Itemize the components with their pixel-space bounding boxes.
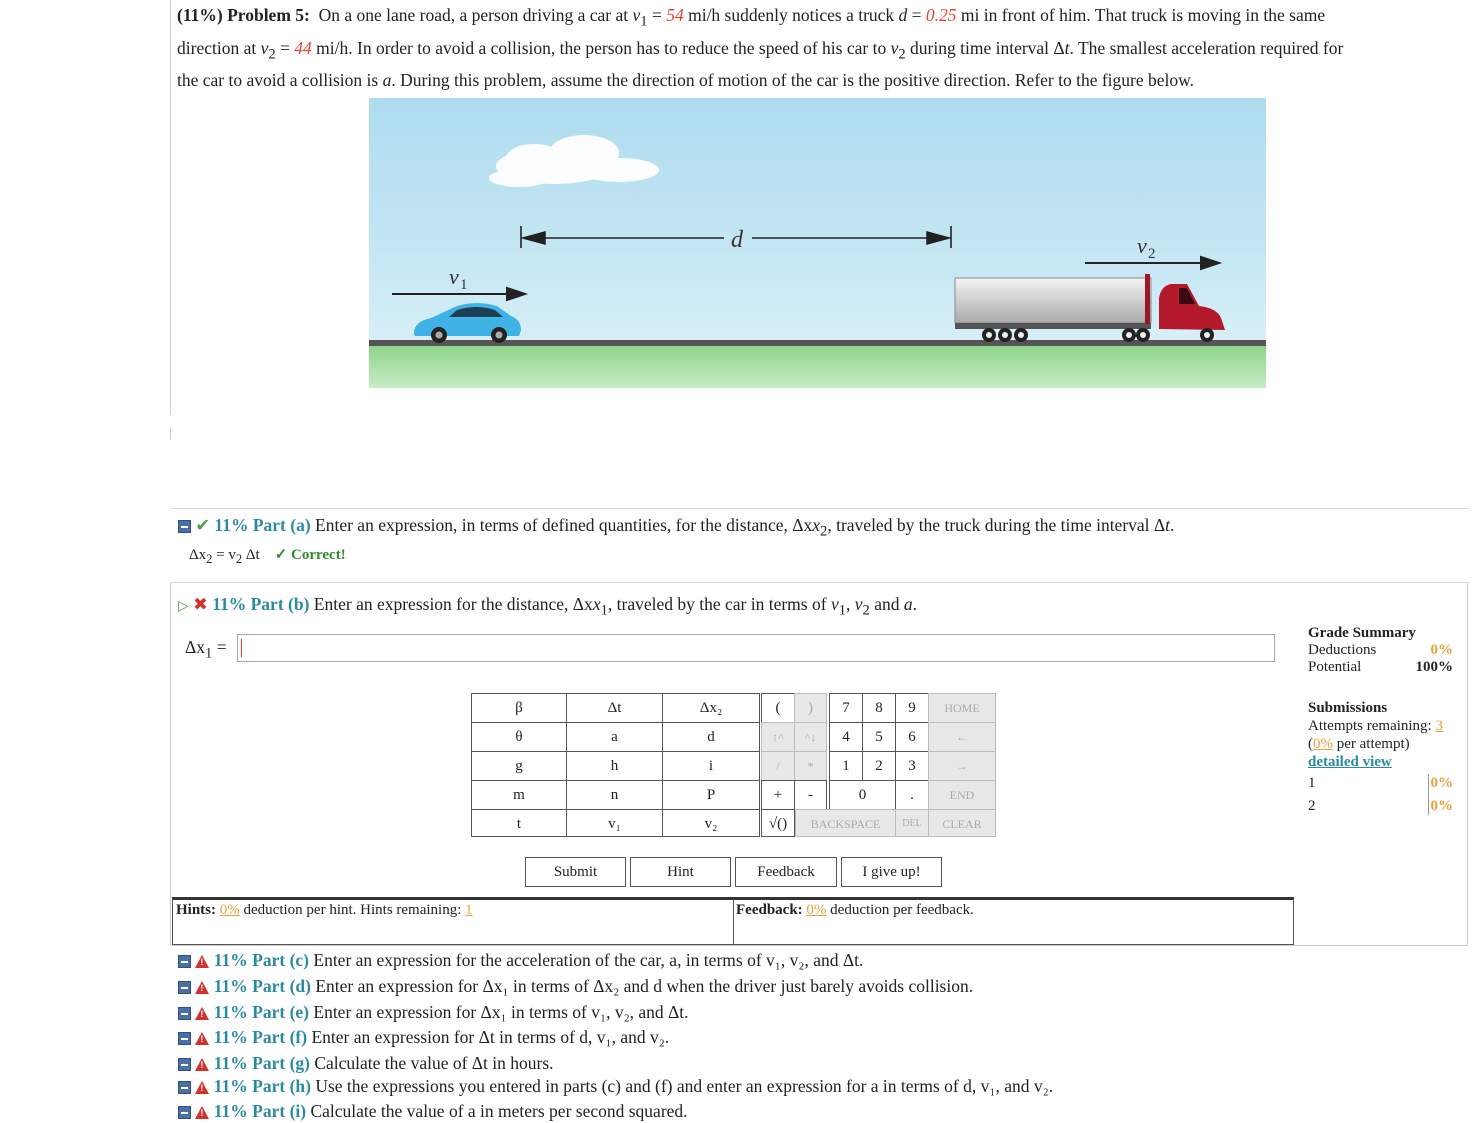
key-t[interactable]: t [471, 809, 567, 837]
problem-text: On a one lane road, a person driving a car at [318, 5, 633, 25]
key-2[interactable]: 2 [862, 751, 896, 781]
expand-icon[interactable] [178, 1007, 191, 1020]
grass [369, 346, 1266, 388]
key-4[interactable]: 4 [829, 722, 863, 752]
problem-text: mi/h suddenly notices a truck [683, 5, 899, 25]
key-del[interactable]: DEL [895, 809, 929, 837]
grade-summary-title: Grade Summary [1308, 625, 1416, 641]
answer-sub: 2 [206, 552, 213, 566]
key-down[interactable]: ^↓ [794, 722, 827, 752]
play-icon[interactable]: ▷ [178, 599, 189, 614]
v1-label: v [449, 264, 459, 289]
key-3[interactable]: 3 [895, 751, 929, 781]
x-icon: ✖ [193, 594, 208, 614]
problem-text: direction at [177, 37, 261, 58]
v2-symbol: v [890, 37, 899, 58]
attempts-label: Attempts remaining: [1308, 718, 1436, 734]
hint-button[interactable]: Hint [630, 857, 731, 887]
key-sqrt[interactable]: √() [761, 809, 795, 837]
problem-text: mi in front of him. That truck is moving in the same [956, 5, 1326, 25]
submission-score: 0% [1428, 797, 1454, 815]
part-text: Calculate the value of a in meters per second squared. [310, 1101, 688, 1121]
part-a-pct: 11% Part (a) [214, 515, 311, 535]
key-d[interactable]: d [662, 722, 760, 752]
submission-score: 0% [1428, 774, 1454, 797]
part-b-sub: 1 [600, 602, 608, 619]
hint-divider [733, 899, 734, 945]
submission-number: 1 [1308, 775, 1316, 791]
potential-label: Potential [1308, 659, 1362, 675]
feedback-text: deduction per feedback. [826, 902, 974, 918]
deductions-label: Deductions [1308, 642, 1377, 658]
feedback-label: Feedback: [736, 902, 803, 918]
hints-text: deduction per hint. Hints remaining: [239, 902, 466, 918]
problem-text: the car to avoid a collision is [177, 70, 383, 90]
comma: , [846, 594, 855, 614]
warning-icon [195, 981, 209, 994]
hints-pct[interactable]: 0% [219, 902, 240, 918]
collapse-icon[interactable] [178, 520, 191, 533]
key-paren-close[interactable]: ) [794, 693, 827, 723]
problem-text: mi/h. In order to avoid a collision, the person has to reduce the speed of his car to [311, 37, 891, 58]
v1-sub: 1 [640, 13, 648, 30]
expand-icon[interactable] [178, 1032, 191, 1045]
submission-number: 2 [1308, 798, 1316, 814]
part-text: Enter an expression for Δt in terms of d, v₁, and v₂. [311, 1027, 670, 1047]
submission-row [1308, 797, 1453, 815]
warning-icon [195, 1058, 209, 1071]
key-multiply[interactable]: * [794, 751, 827, 781]
answer-label-sub: 1 [205, 645, 213, 662]
key-h[interactable]: h [566, 751, 663, 781]
grade-summary [1308, 625, 1453, 676]
key-p[interactable]: P [662, 780, 760, 810]
expand-icon[interactable] [178, 955, 191, 968]
part-b-v1: v [830, 594, 839, 614]
key-beta[interactable]: β [471, 693, 567, 723]
problem-statement [177, 2, 1462, 93]
hints-label: Hints: [176, 902, 217, 918]
key-divide[interactable]: / [761, 751, 795, 781]
t-symbol: t [1064, 37, 1070, 58]
eq: = [647, 5, 667, 25]
part-text: Use the expressions you entered in parts (c) and (f) and enter an expression for a in terms of d, v₁, and v₂. [315, 1076, 1054, 1096]
answer-sub2: 2 [235, 552, 243, 566]
per-attempt-text: per attempt) [1333, 736, 1410, 752]
part-f-row[interactable] [178, 1027, 669, 1048]
part-pct: 11% Part (h) [213, 1076, 311, 1096]
part-a-header[interactable] [178, 515, 1174, 541]
part-a-text2: , traveled by the truck during the time interval Δ [827, 515, 1166, 535]
warning-icon [195, 1032, 209, 1045]
deductions-value: 0% [1430, 642, 1453, 658]
key-8[interactable]: 8 [862, 693, 896, 723]
key-v2[interactable]: v₂ [662, 809, 760, 837]
expand-icon[interactable] [178, 1058, 191, 1071]
key-theta[interactable]: θ [471, 722, 567, 752]
figure-svg [369, 98, 1266, 388]
eq: = [275, 37, 295, 58]
part-a-sub: 2 [820, 523, 828, 540]
per-attempt-pct[interactable]: 0% [1313, 736, 1333, 752]
expand-icon[interactable] [178, 1106, 191, 1119]
detailed-view-link[interactable]: detailed view [1308, 754, 1392, 770]
feedback-button[interactable]: Feedback [735, 857, 837, 887]
submit-button[interactable]: Submit [525, 857, 626, 887]
key-g[interactable]: g [471, 751, 567, 781]
key-delta-x2[interactable]: Δx₂ [662, 693, 760, 723]
key-7[interactable]: 7 [829, 693, 863, 723]
answer-label-eq: = [212, 637, 227, 657]
key-end[interactable]: END [928, 780, 996, 810]
part-a-answer [189, 545, 346, 567]
part-pct: 11% Part (f) [213, 1027, 308, 1047]
part-pct: 11% Part (d) [213, 976, 311, 996]
key-i[interactable]: i [662, 751, 760, 781]
part-pct: 11% Part (i) [213, 1101, 307, 1121]
submission-row [1308, 774, 1453, 797]
v1-label-sub: 1 [460, 277, 468, 293]
a-symbol: a [382, 70, 392, 90]
part-b-s2: 2 [862, 602, 870, 619]
and: and [869, 594, 904, 614]
separator [170, 508, 1470, 509]
key-dot[interactable]: . [895, 780, 929, 810]
key-plus[interactable]: + [761, 780, 795, 810]
answer-rest: = v [212, 547, 236, 563]
check-icon: ✔ [195, 515, 211, 535]
v1-symbol: v [632, 5, 641, 25]
v1-value: 54 [666, 5, 684, 25]
part-b-end: . [912, 594, 917, 614]
part-d-row[interactable] [178, 976, 973, 997]
d-label: d [731, 227, 743, 253]
submissions-title: Submissions [1308, 700, 1388, 716]
warning-icon [195, 955, 209, 968]
key-minus[interactable]: - [794, 780, 827, 810]
problem-text: . During this problem, assume the direction of motion of the car is the positive direction. Refer to the figure below. [391, 70, 1195, 90]
key-5[interactable]: 5 [862, 722, 896, 752]
feedback-pct[interactable]: 0% [806, 902, 827, 918]
feedback-info [736, 902, 974, 919]
v2-sub: 2 [268, 46, 276, 62]
part-b-text: Enter an expression for the distance, Δx [313, 594, 593, 614]
key-delta-t[interactable]: Δt [566, 693, 663, 723]
answer-input[interactable] [237, 634, 1275, 662]
hints-remaining[interactable]: 1 [465, 902, 473, 918]
part-text: Calculate the value of Δt in hours. [314, 1053, 554, 1073]
part-b-x: x [592, 594, 601, 614]
part-pct: 11% Part (c) [213, 950, 309, 970]
problem-text: . The smallest acceleration required for [1069, 37, 1344, 58]
part-a-end: . [1170, 515, 1175, 535]
key-left[interactable]: ← [928, 722, 996, 752]
d-symbol: d [898, 5, 908, 25]
part-b-s1: 1 [838, 602, 847, 619]
give-up-button[interactable]: I give up! [841, 857, 942, 887]
paren: ( [1308, 736, 1313, 752]
expand-icon[interactable] [178, 981, 191, 994]
key-6[interactable]: 6 [895, 722, 929, 752]
d-value: 0.25 [925, 5, 957, 25]
v2-symbol: v [260, 37, 269, 58]
problem-prefix: (11%) Problem 5: [177, 5, 310, 25]
expand-icon[interactable] [178, 1081, 191, 1094]
answer-dx: Δx [189, 547, 207, 563]
warning-icon [195, 1007, 209, 1020]
left-border [170, 0, 171, 415]
part-a-text: Enter an expression, in terms of defined quantities, for the distance, Δx [315, 515, 813, 535]
part-pct: 11% Part (g) [213, 1053, 310, 1073]
part-text: Enter an expression for Δx₁ in terms of v₁, v₂, and Δt. [313, 1002, 689, 1022]
eq: = [907, 5, 926, 25]
v2-sub: 2 [898, 46, 906, 62]
part-a-x: x [812, 515, 821, 535]
hints-info [176, 902, 473, 919]
v2-label: v [1137, 233, 1147, 258]
part-h-row[interactable] [178, 1076, 1053, 1097]
text-caret [241, 639, 242, 657]
part-text: Enter an expression for Δx₁ in terms of Δx₂ and d when the driver just barely avoids collision. [315, 976, 974, 996]
warning-icon [195, 1106, 209, 1119]
part-b-a: a [903, 594, 913, 614]
warning-icon [195, 1081, 209, 1094]
answer-end: Δt [242, 547, 260, 563]
answer-label [185, 637, 227, 663]
part-b-header[interactable] [178, 594, 917, 620]
correct-badge: ✓ Correct! [274, 547, 346, 563]
key-up[interactable]: ↑^ [761, 722, 795, 752]
part-g-row[interactable] [178, 1053, 554, 1074]
left-border-tick [170, 428, 171, 440]
part-a-t: t [1165, 515, 1171, 535]
key-n[interactable]: n [566, 780, 663, 810]
key-a[interactable]: a [566, 722, 663, 752]
key-0[interactable]: 0 [829, 780, 896, 810]
attempts-value[interactable]: 3 [1435, 718, 1443, 734]
part-e-row[interactable] [178, 1002, 689, 1023]
v2-value: 44 [294, 37, 312, 58]
key-1[interactable]: 1 [829, 751, 863, 781]
key-9[interactable]: 9 [895, 693, 929, 723]
part-pct: 11% Part (e) [213, 1002, 309, 1022]
part-b-text2: , traveled by the car in terms of [607, 594, 831, 614]
key-right[interactable]: → [928, 751, 996, 781]
part-i-row[interactable] [178, 1101, 688, 1122]
potential-value: 100% [1415, 659, 1453, 675]
problem-figure [369, 98, 1266, 388]
problem-text: during time interval Δ [905, 37, 1065, 58]
key-paren-open[interactable]: ( [761, 693, 795, 723]
v2-label-sub: 2 [1148, 246, 1156, 262]
part-b-pct: 11% Part (b) [212, 594, 310, 614]
part-c-row[interactable] [178, 950, 863, 971]
key-clear[interactable]: CLEAR [928, 809, 996, 837]
key-m[interactable]: m [471, 780, 567, 810]
part-text: Enter an expression for the acceleration of the car, a, in terms of v₁, v₂, and Δt. [313, 950, 864, 970]
key-v1[interactable]: v₁ [566, 809, 663, 837]
key-backspace[interactable]: BACKSPACE [795, 809, 896, 837]
submissions [1308, 699, 1453, 815]
answer-label-dx: Δx [185, 637, 206, 657]
part-b-v2: v [854, 594, 863, 614]
key-home[interactable]: HOME [928, 693, 996, 723]
